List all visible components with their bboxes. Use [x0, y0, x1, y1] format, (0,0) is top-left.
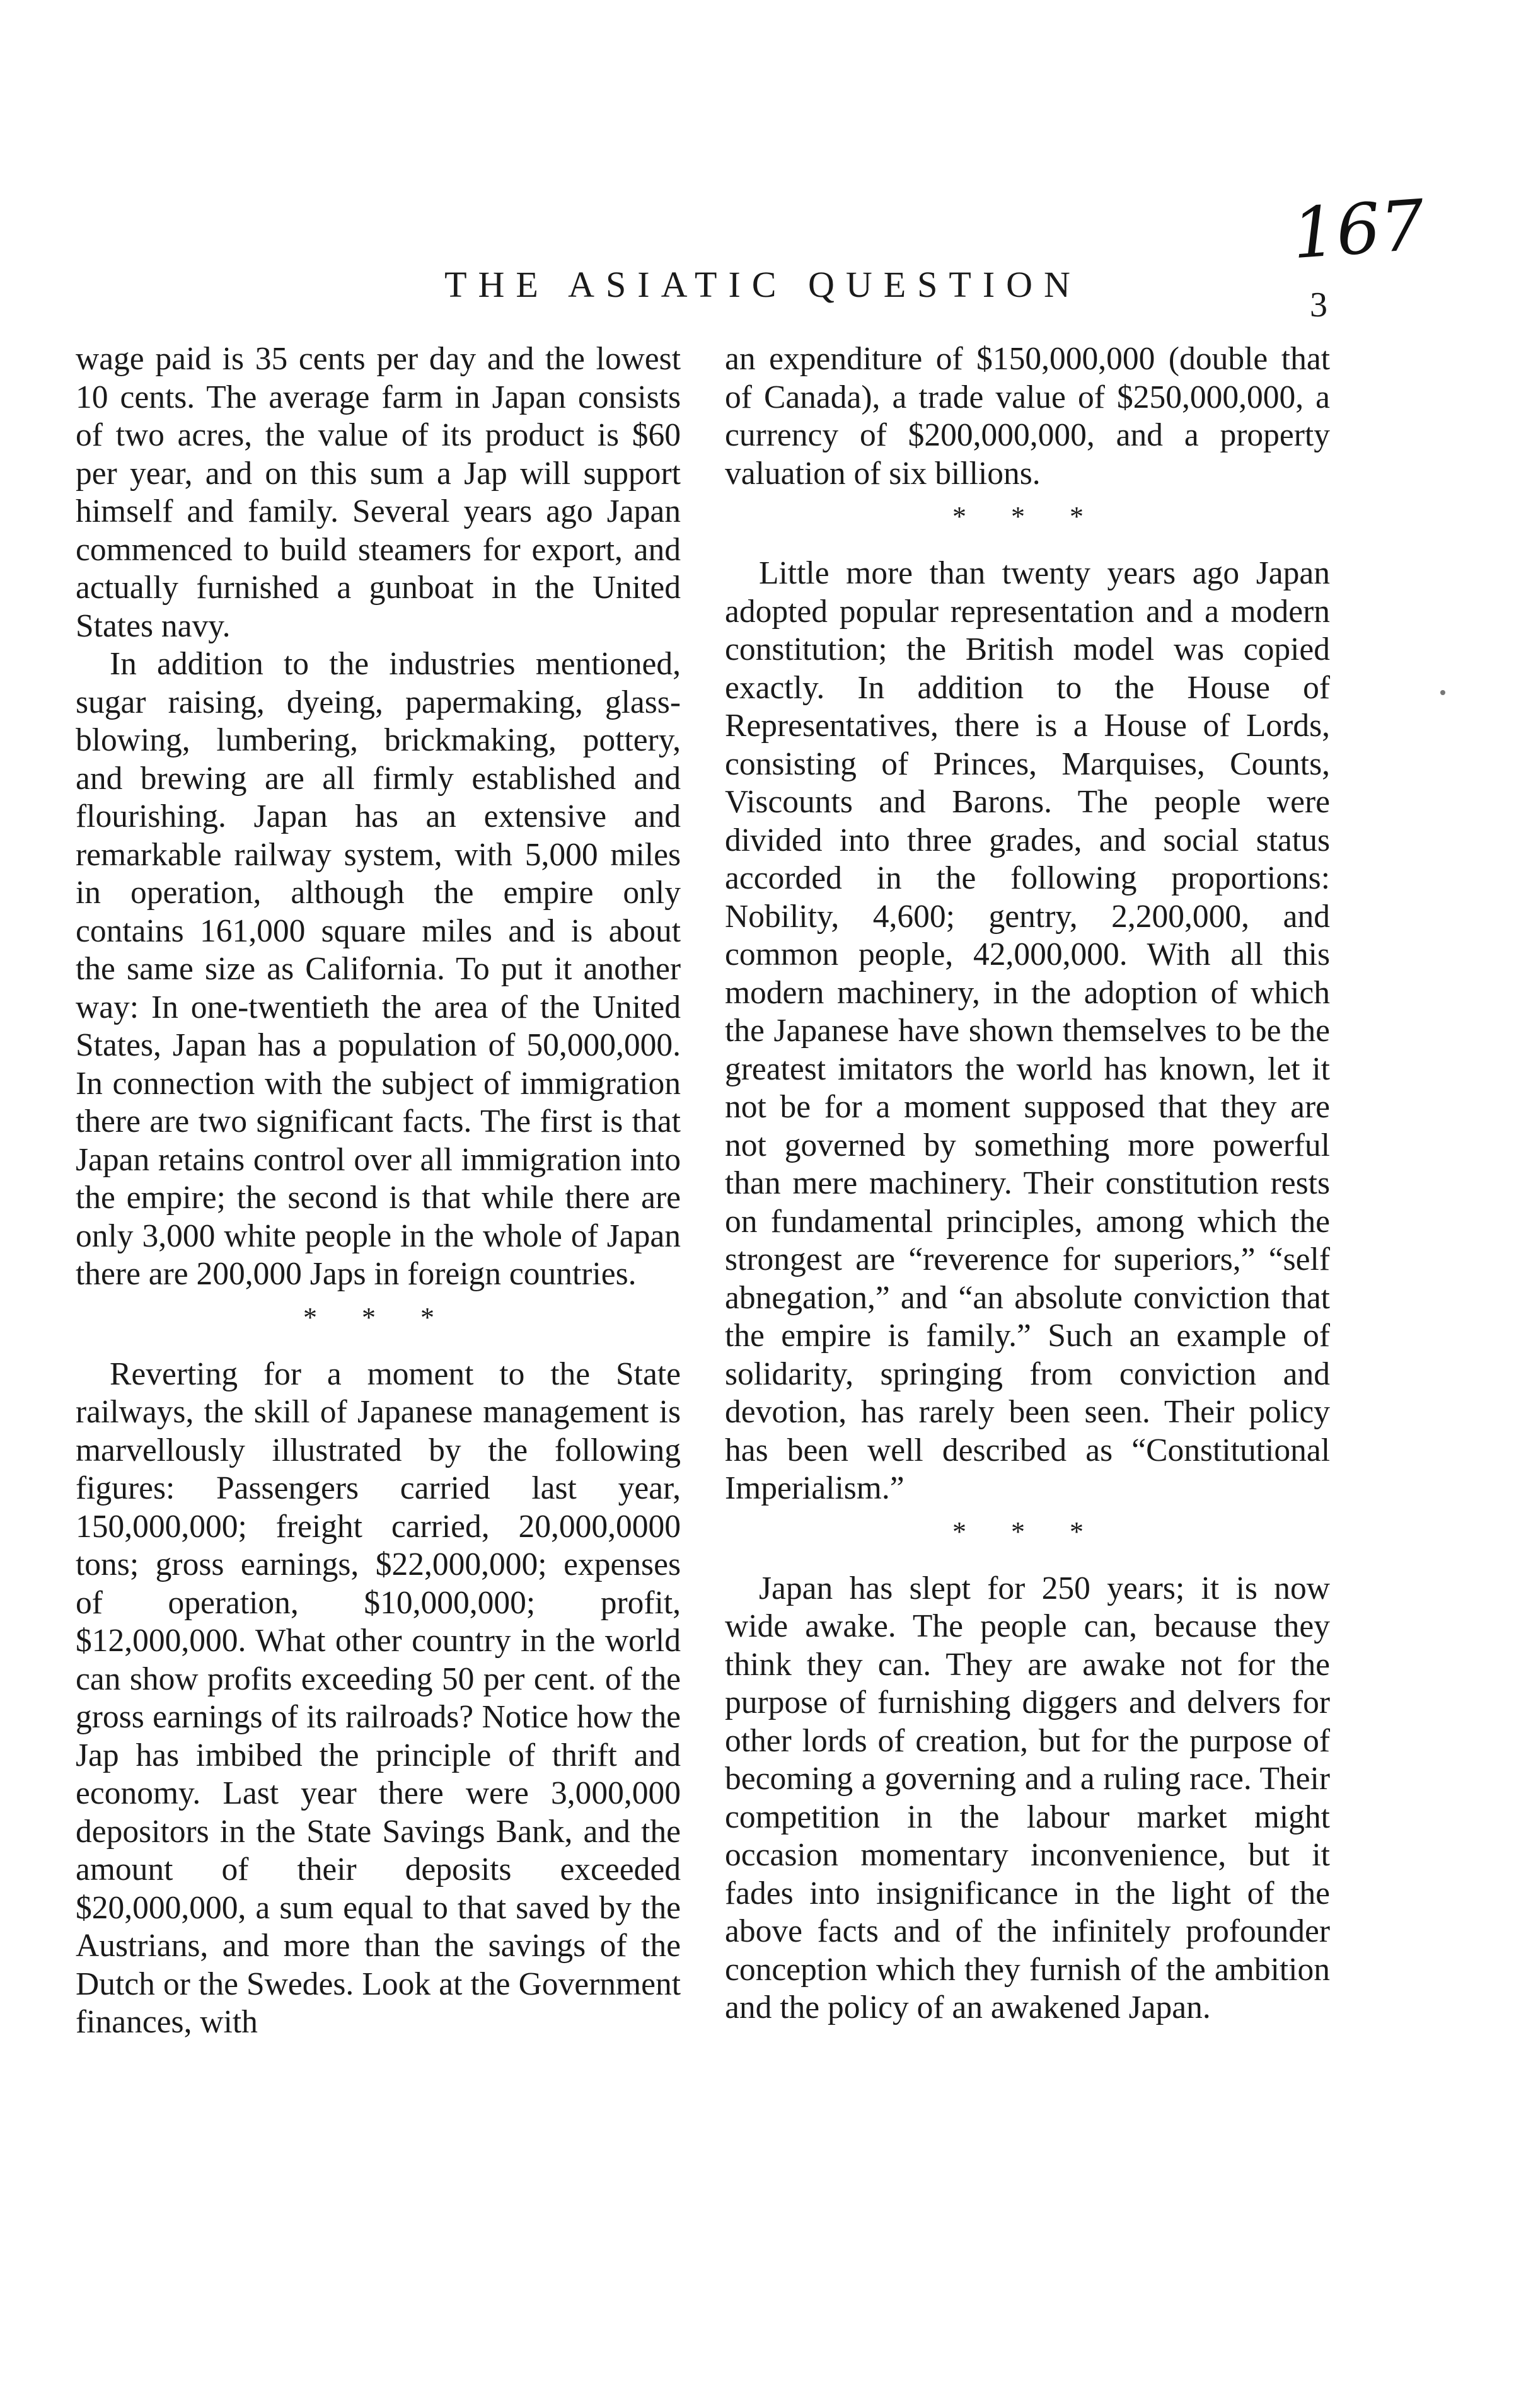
section-divider: * * *: [952, 1516, 1102, 1547]
left-column: [76, 340, 681, 2042]
page-number: 3: [1310, 285, 1327, 325]
right-paragraph-2: Little more than twenty years ago Japan adopted popular representation and a modern constitution; the British model was copied exactly. In addition to the House of Representatives, there is a House of Lords, consisting of Princes, Marquises, Counts, Viscounts and Barons. The people were divided into three grades, and social status accorded in the following proportions: Nobility, 4,600; gentry, 2,200,000, and common people, 42,000,000. With all this modern machinery, in the adoption of which the Japanese have shown themselves to be the greatest imitators the world has known, let it not be for a moment supposed that they are not governed by something more powerful than mere machinery. Their constitution rests on fundamental principles, among which the strongest are “reverence for superiors,” “self abnegation,” and “an absolute conviction that the empire is family.” Such an example of solidarity, springing from conviction and devotion, has rarely been seen. Their policy has been well described as “Constitutional Imperialism.”: [725, 555, 1330, 1506]
section-divider: * * *: [303, 1301, 453, 1333]
left-paragraph-3: Reverting for a moment to the State railways, the skill of Japanese management is marvellously illustrated by the following figures: Passengers carried last year, 150,000,000; freight carried, 20,000,0000 tons; gross earnings, $22,000,000; expenses of operation, $10,000,000; profit, $12,000,000. What other country in the world can show profits exceeding 50 per cent. of the gross earnings of its railroads? Notice how the Jap has imbibed the principle of thrift and economy. Last year there were 3,000,000 depositors in the State Savings Bank, and the amount of their deposits exceeded $20,000,000, a sum equal to that saved by the Austrians, and more than the savings of the Dutch or the Swedes. Look at the Government finances, with: [76, 1356, 681, 2040]
handwritten-folio-number: 167: [1289, 184, 1428, 275]
right-paragraph-3: Japan has slept for 250 years; it is now wide awake. The people can, because they think they can. They are awake not for the purpose of furnishing diggers and delvers for other lords of creation, but for the purpose of becoming a governing and a ruling race. Their competition in the labour market might occasion momentary inconvenience, but it fades into insignificance in the light of the above facts and of the infinitely profounder conception which they furnish of the ambition and the policy of an awakened Japan.: [725, 1570, 1330, 2025]
paper-speck: [1440, 690, 1445, 695]
left-paragraph-2: In addition to the industries mentioned, sugar raising, dyeing, papermaking, glass-blowing, lumbering, brickmaking, pottery, and brewing are all firmly established and flourishing. Japan has an extensive and remarkable railway system, with 5,000 miles in operation, although the empire only contains 161,000 square miles and is about the same size as California. To put it another way: In one-twentieth the area of the United States, Japan has a population of 50,000,000. In connection with the subject of immigration there are two significant facts. The first is that Japan retains control over all immigration into the empire; the second is that while there are only 3,000 white people in the whole of Japan there are 200,000 Japs in foreign countries.: [76, 646, 681, 1292]
right-paragraph-1: an expenditure of $150,000,000 (double that of Canada), a trade value of $250,000,000, a currency of $200,000,000, and a property valuation of six billions.: [725, 341, 1330, 492]
right-column: [725, 340, 1330, 2027]
left-paragraph-1: wage paid is 35 cents per day and the lowest 10 cents. The average farm in Japan consists of two acres, the value of its product is $60 per year, and on this sum a Jap will support himself and family. Several years ago Japan commenced to build steamers for export, and actually furnished a gunboat in the United States navy.: [76, 341, 681, 644]
section-divider: * * *: [952, 501, 1102, 532]
running-title: THE ASIATIC QUESTION: [444, 264, 1082, 305]
